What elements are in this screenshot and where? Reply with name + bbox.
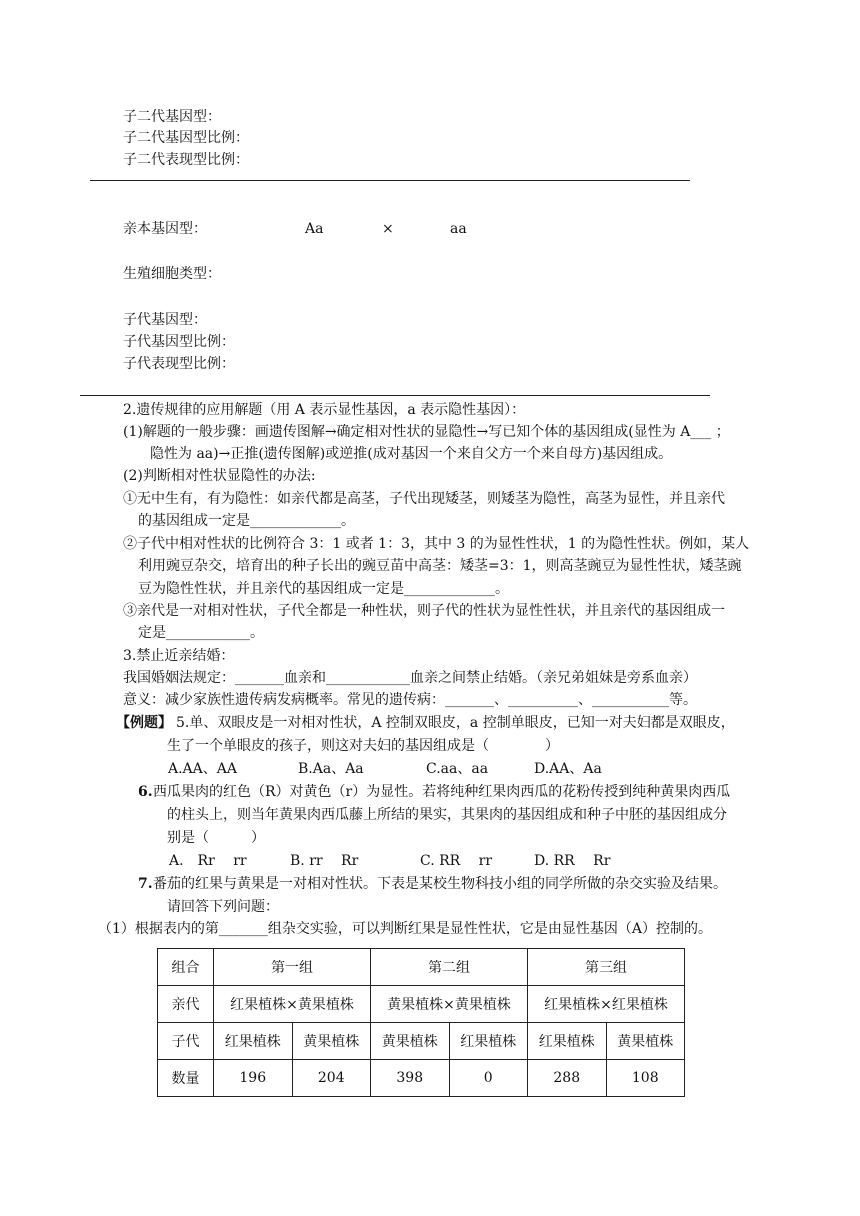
row-label: 数量 — [158, 1060, 214, 1097]
case3-line1: ③亲代是一对相对性状，子代全都是一种性状，则子代的性状为显性性状，并且亲代的基因组成一 — [123, 603, 725, 619]
section2-title: 2.遗传规律的应用解题（用 A 表示显性基因，a 表示隐性基因）： — [123, 402, 526, 418]
table-cell: 黄果植株 — [606, 1023, 685, 1060]
divider-1 — [90, 180, 690, 181]
section2-step1-line1: (1)解题的一般步骤：画遗传图解→确定相对性状的显隐性→写已知个体的基因组成(显性为 A___ ； — [123, 424, 730, 440]
table-cell: 黄果植株×黄果植株 — [371, 986, 528, 1023]
q7-number: 7. — [138, 876, 153, 892]
parent-genotype-b: aa — [450, 221, 467, 237]
table-cell: 196 — [214, 1060, 293, 1097]
q5-option-c: C.aa、aa — [426, 761, 489, 777]
case2-line2: 利用豌豆杂交，培育出的种子长出的豌豆苗中高茎：矮茎=3：1，则高茎豌豆为显性性状，矮茎豌 — [138, 558, 742, 574]
f2-genotype-ratio-label: 子二代基因型比例： — [123, 130, 249, 146]
table-header-cell: 组合 — [158, 949, 214, 986]
table-header-row — [158, 949, 685, 986]
table-cell: 黄果植株 — [371, 1023, 450, 1060]
table-cell: 288 — [528, 1060, 607, 1097]
q6-option-c: C. RR rr — [420, 853, 493, 869]
q6-option-a: A. Rr rr — [169, 853, 247, 869]
offspring-phenotype-ratio-label: 子代表现型比例： — [123, 356, 235, 372]
table-cell: 红果植株 — [449, 1023, 528, 1060]
q6-line1: 西瓜果肉的红色（R）对黄色（r）为显性。若将纯种红果肉西瓜的花粉传授到纯种黄果肉西瓜 — [153, 784, 731, 800]
f2-phenotype-ratio-label: 子二代表现型比例： — [123, 152, 249, 168]
q5-line1: 5.单、双眼皮是一对相对性状，A 控制双眼皮，a 控制单眼皮，已知一对夫妇都是双眼皮， — [176, 715, 735, 731]
case1-line1: ①无中生有，有为隐性：如亲代都是高茎，子代出现矮茎，则矮茎为隐性，高茎为显性，并且亲代 — [123, 491, 725, 507]
table-cell: 0 — [449, 1060, 528, 1097]
section3-title: 3.禁止近亲结婚： — [123, 648, 235, 664]
q6-line2: 的柱头上，则当年黄果肉西瓜藤上所结的果实，其果肉的基因组成和种子中胚的基因组成分 — [167, 807, 727, 823]
table-cell: 398 — [371, 1060, 450, 1097]
row-label: 子代 — [158, 1023, 214, 1060]
q6-line3: 别是（ ） — [167, 830, 265, 846]
q6-number: 6. — [138, 784, 153, 800]
offspring-genotype-label: 子代基因型： — [123, 312, 207, 328]
marriage-meaning: 意义：减少家族性遗传病发病概率。常见的遗传病：_______、__________、___________等。 — [123, 692, 697, 708]
q7-sub1: （1）根据表内的第_______组杂交实验，可以判断红果是显性性状，它是由显性基因（A）控制的。 — [98, 921, 713, 937]
f2-genotype-label: 子二代基因型： — [123, 109, 221, 125]
divider-2 — [80, 395, 710, 396]
q5-option-d: D.AA、Aa — [534, 761, 602, 777]
case2-line1: ②子代中相对性状的比例符合 3：1 或者 1：3，其中 3 的为显性性状，1 的为隐性性状。例如，某人 — [123, 536, 750, 552]
table-row — [158, 986, 685, 1023]
table-cell: 204 — [292, 1060, 371, 1097]
table-cell: 红果植株×红果植株 — [528, 986, 685, 1023]
marriage-law: 我国婚姻法规定：_______血亲和____________血亲之间禁止结婚。（亲兄弟姐妹是旁系血亲） — [123, 670, 697, 686]
table-row — [158, 1060, 685, 1097]
table-cell: 108 — [606, 1060, 685, 1097]
table-cell: 黄果植株 — [292, 1023, 371, 1060]
table-header-cell: 第一组 — [214, 949, 371, 986]
q5-option-a: A.AA、AA — [168, 761, 238, 777]
section2-step2: (2)判断相对性状显隐性的办法: — [123, 468, 316, 484]
q5-option-b: B.Aa、Aa — [298, 761, 364, 777]
q7-line1: 番茄的红果与黄果是一对相对性状。下表是某校生物科技小组的同学所做的杂交实验及结果。 — [153, 876, 727, 892]
case3-line2: 定是____________。 — [138, 625, 264, 641]
q5-line2: 生了一个单眼皮的孩子，则这对夫妇的基因组成是（ ） — [167, 738, 559, 754]
q6-option-b: B. rr Rr — [290, 853, 359, 869]
table-header-cell: 第二组 — [371, 949, 528, 986]
table-cell: 红果植株×黄果植株 — [214, 986, 371, 1023]
parent-genotype-a: Aa — [305, 221, 324, 237]
gamete-type-label: 生殖细胞类型： — [123, 266, 221, 282]
offspring-genotype-ratio-label: 子代基因型比例： — [123, 334, 235, 350]
cross-symbol: × — [382, 221, 394, 237]
table-row — [158, 1023, 685, 1060]
case2-line3: 豆为隐性性状，并且亲代的基因组成一定是_____________。 — [138, 581, 509, 597]
example-tag: 【例题】 — [116, 715, 172, 731]
section2-step1-line2: 隐性为 aa)→正推(遗传图解)或逆推(成对基因一个来自父方一个来自母方)基因组成。 — [150, 446, 673, 462]
cross-results-table — [157, 948, 685, 1097]
table-header-cell: 第三组 — [528, 949, 685, 986]
q6-option-d: D. RR Rr — [534, 853, 611, 869]
parent-genotype-label: 亲本基因型： — [123, 221, 207, 237]
q7-line2: 请回答下列问题： — [167, 899, 279, 915]
row-label: 亲代 — [158, 986, 214, 1023]
table-cell: 红果植株 — [528, 1023, 607, 1060]
table-cell: 红果植株 — [214, 1023, 293, 1060]
case1-line2: 的基因组成一定是_____________。 — [138, 513, 355, 529]
